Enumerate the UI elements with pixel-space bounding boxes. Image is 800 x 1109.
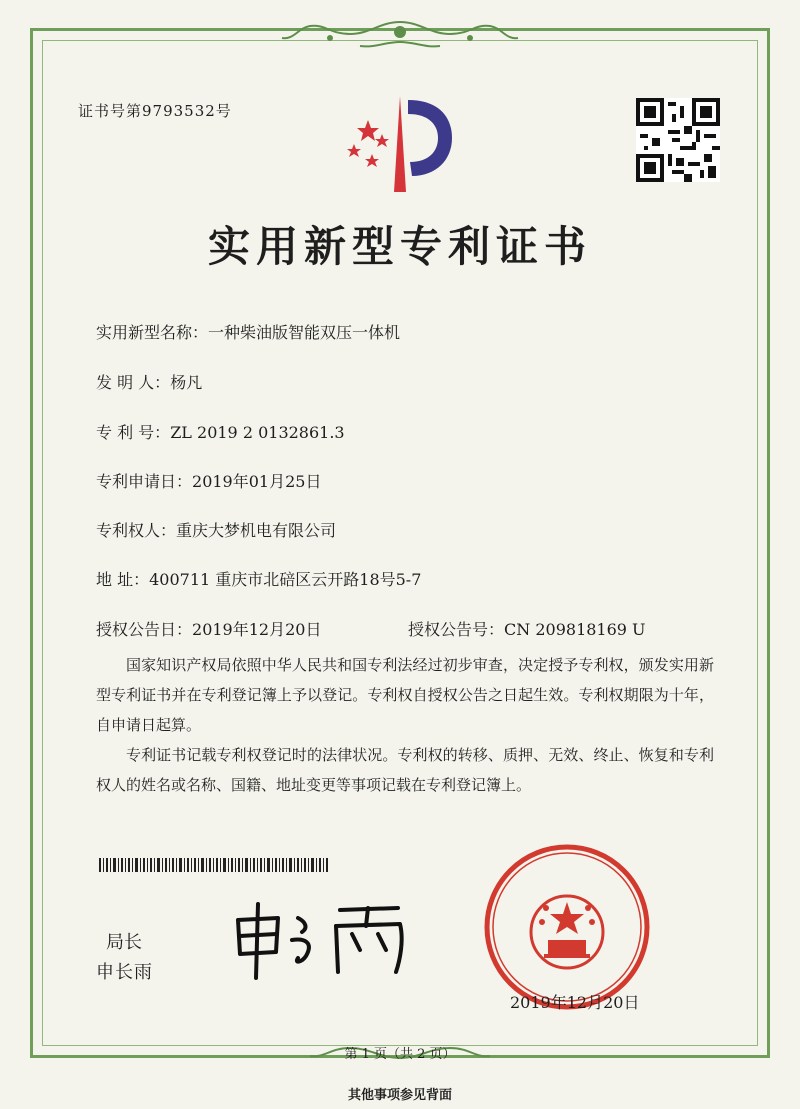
seal-date: 2019年12月20日: [510, 993, 640, 1012]
field-label: 发 明 人：: [96, 373, 171, 392]
handwritten-signature-icon: [228, 900, 428, 980]
field-value: 一种柴油版智能双压一体机: [208, 323, 401, 342]
field-label: 地 址：: [96, 570, 150, 589]
field-inventor: [96, 370, 202, 393]
official-seal-icon: [482, 842, 652, 1012]
cnipa-logo-icon: [340, 92, 460, 197]
qr-code-icon: [636, 98, 720, 182]
field-filing-date: [96, 469, 321, 492]
signatory-name: 申长雨: [96, 962, 153, 983]
barcode-icon: [99, 858, 329, 872]
body-paragraph-2: 专利证书记载专利权登记时的法律状况。专利权的转移、质押、无效、终止、恢复和专利权人的姓名或名称、国籍、地址变更等事项记载在专利登记簿上。: [96, 746, 714, 794]
field-grant-date: [96, 617, 321, 640]
field-label: 实用新型名称：: [96, 323, 209, 342]
top-ornament-icon: [270, 14, 530, 54]
certificate-number: 证书号第9793532号: [78, 102, 232, 120]
body-paragraph-1: 国家知识产权局依照中华人民共和国专利法经过初步审查，决定授予专利权，颁发实用新型专利证书并在专利登记簿上予以登记。专利权自授权公告之日起生效。专利权期限为十年，自申请日起算。: [96, 656, 714, 734]
field-patent-number: [96, 420, 345, 443]
page-number: 第 1 页（共 2 页）: [344, 1047, 456, 1062]
field-label: 专 利 号：: [96, 423, 171, 442]
back-note: 其他事项参见背面: [347, 1088, 452, 1103]
page-title: 实用新型专利证书: [207, 222, 592, 271]
field-value: CN 209818169 U: [504, 620, 646, 639]
field-value: 杨凡: [170, 373, 203, 392]
field-value: 2019年12月20日: [192, 620, 322, 639]
signatory-role: 局长: [106, 932, 142, 953]
field-label: 专利权人：: [96, 521, 177, 540]
field-address: [96, 567, 421, 590]
field-value: 2019年01月25日: [192, 472, 322, 491]
field-grant-number: [408, 617, 646, 640]
field-label: 专利申请日：: [96, 472, 193, 491]
field-value: 400711 重庆市北碚区云开路18号5-7: [149, 570, 422, 589]
field-label: 授权公告日：: [96, 620, 193, 639]
field-patentee: [96, 518, 336, 541]
field-label: 授权公告号：: [408, 620, 505, 639]
field-value: 重庆大梦机电有限公司: [176, 521, 337, 540]
field-utility-model-name: [96, 320, 400, 343]
field-value: ZL 2019 2 0132861.3: [170, 423, 345, 442]
